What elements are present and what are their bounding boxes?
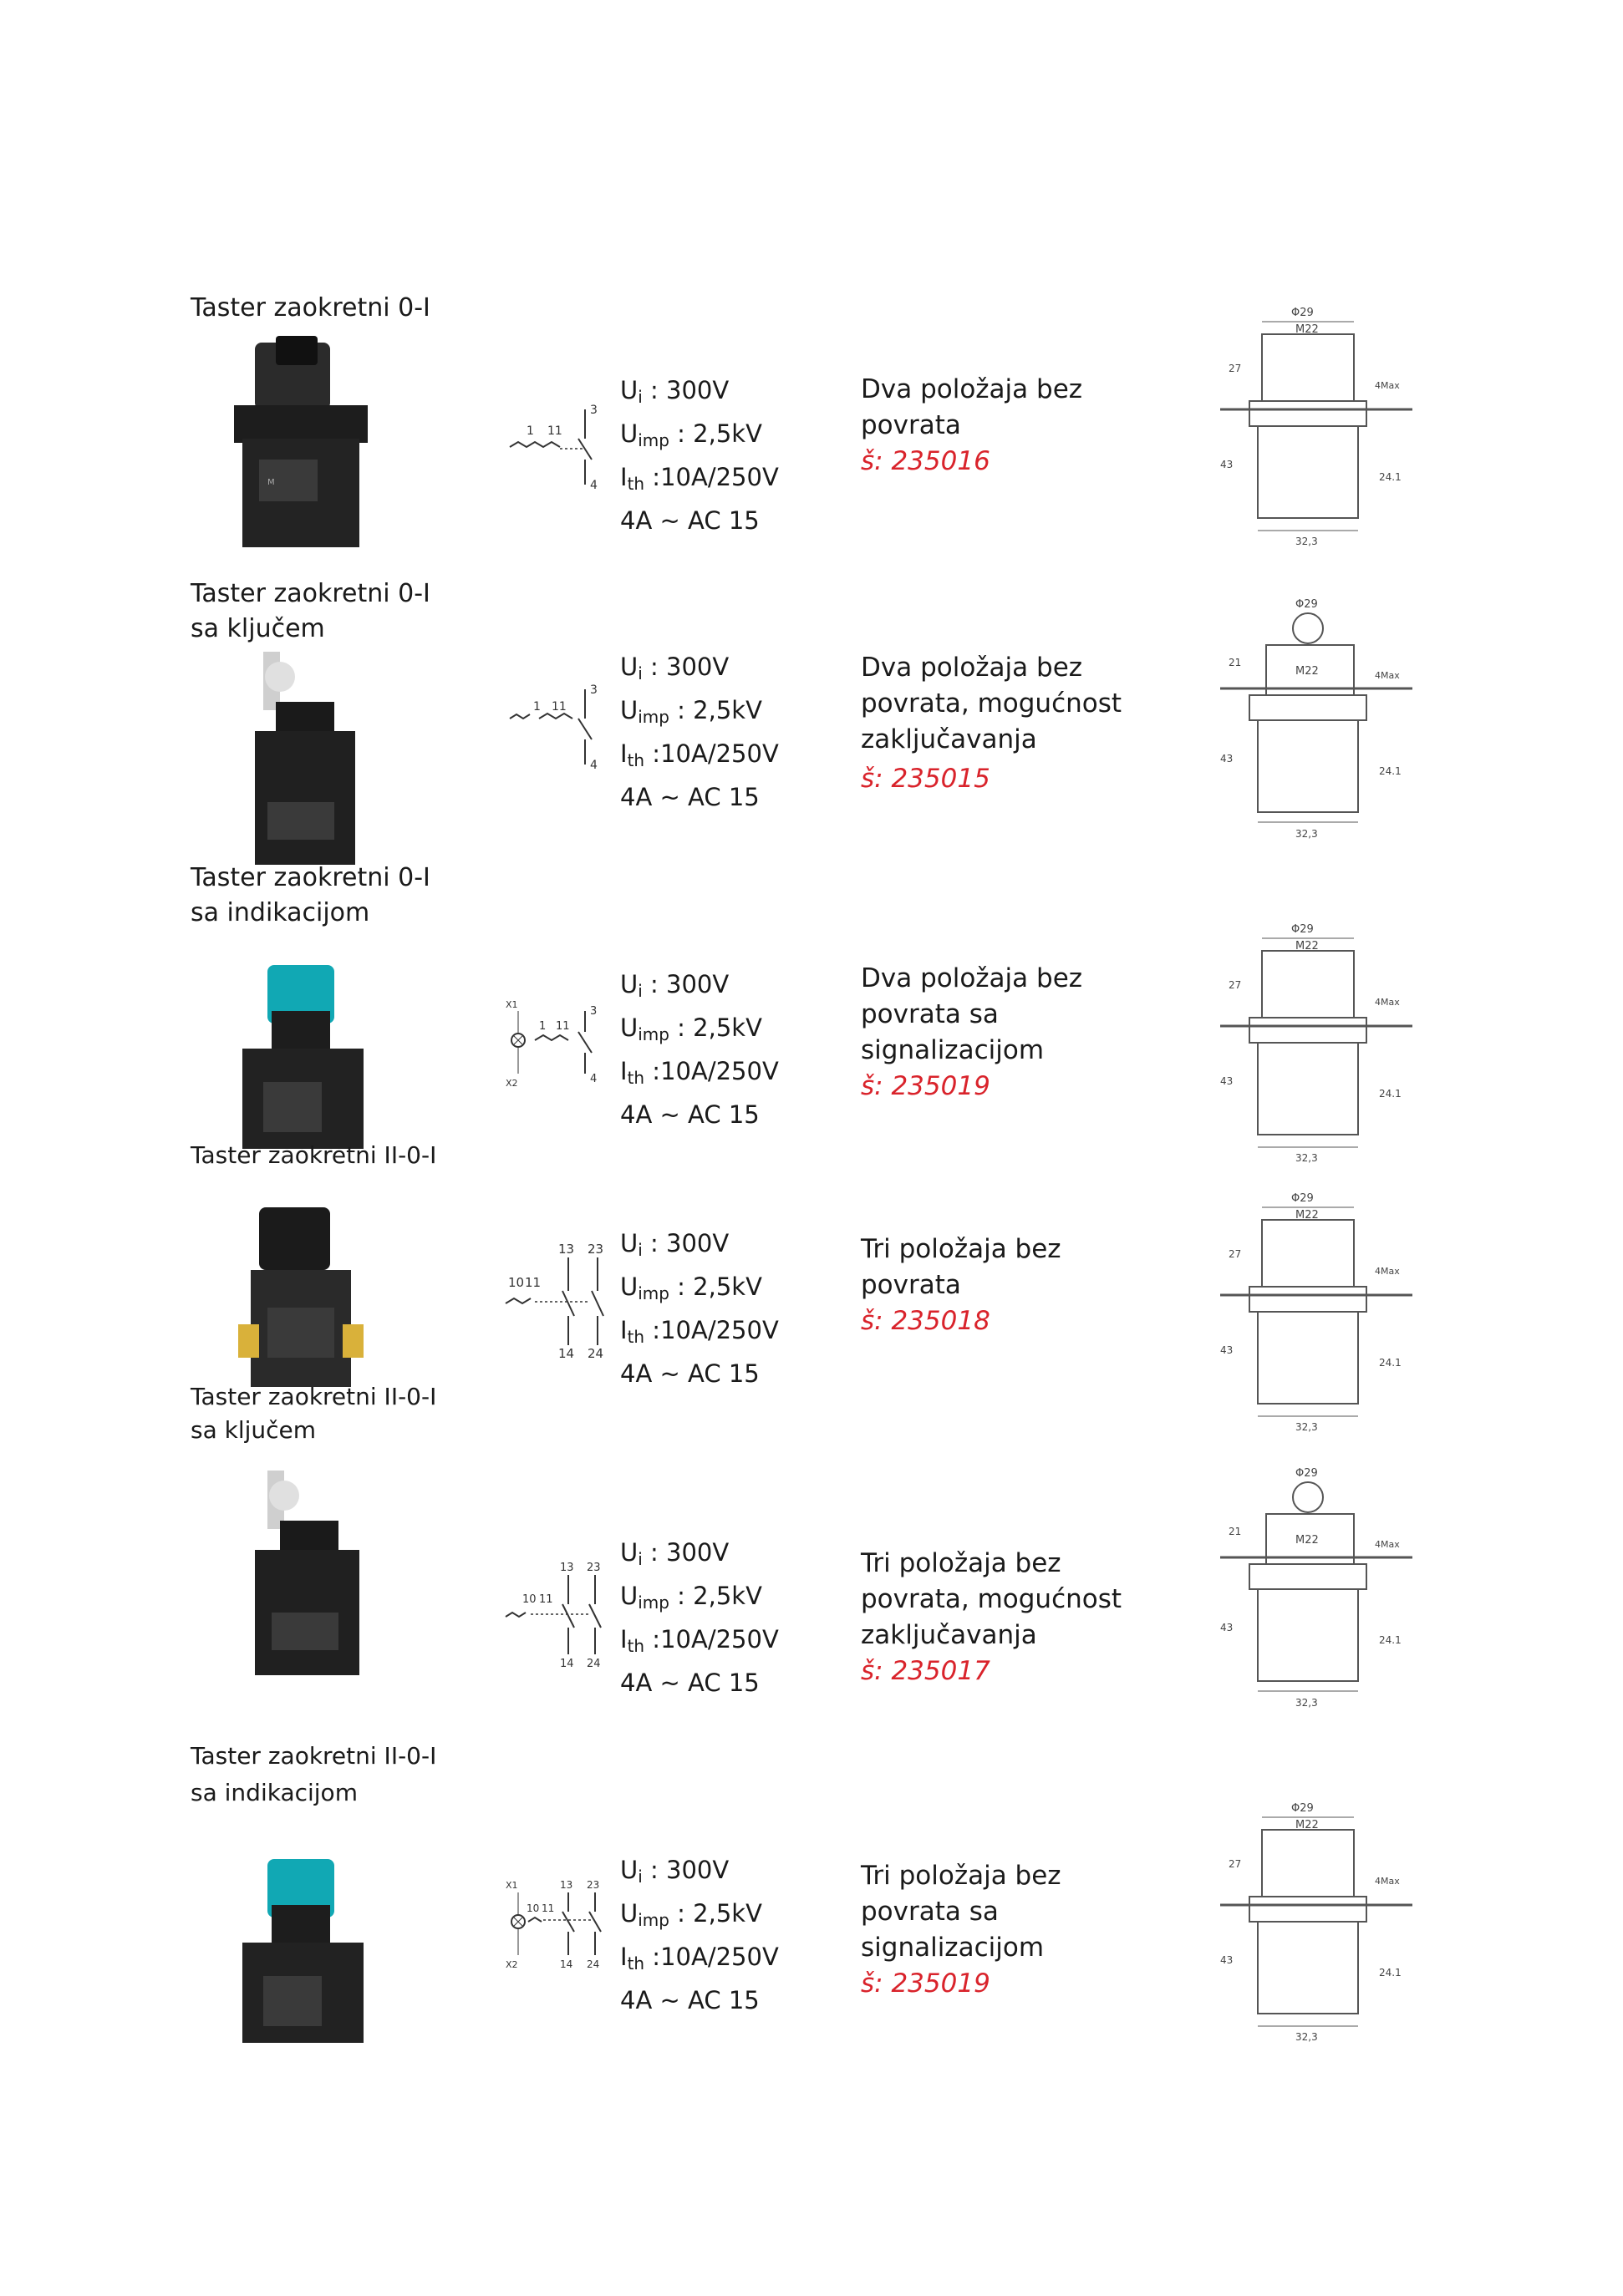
svg-text:M22: M22 xyxy=(1295,665,1319,678)
product-title: Taster zaokretni II-0-I sa ključem xyxy=(191,1383,437,1444)
schematic-label: 4 xyxy=(590,759,598,772)
svg-text:32,3: 32,3 xyxy=(1295,828,1318,840)
contact-schematic xyxy=(501,1237,618,1362)
spec-ac: 4A ~ AC 15 xyxy=(620,1359,760,1388)
contact-schematic xyxy=(501,1554,618,1679)
schematic-label: 10 xyxy=(527,1902,540,1914)
spec-list xyxy=(620,1534,779,1701)
spec-ith: $I_{th}$ :10A/250V xyxy=(620,1943,779,1973)
spec-ui: $U_i$ : 300V xyxy=(620,1538,730,1569)
schematic-label: 13 xyxy=(558,1242,575,1257)
svg-text:Φ29: Φ29 xyxy=(1295,598,1318,611)
spec-ui: $U_i$ : 300V xyxy=(620,376,730,407)
svg-text:32,3: 32,3 xyxy=(1295,2031,1318,2043)
svg-text:24.1: 24.1 xyxy=(1379,1967,1402,1979)
schematic-label: 11 xyxy=(525,1275,542,1290)
product-title: Taster zaokretni II-0-I sa indikacijom xyxy=(191,1742,437,1806)
product-code: š: 235017 xyxy=(861,1656,990,1686)
spec-ac: 4A ~ AC 15 xyxy=(620,1986,760,2014)
schematic-label: 11 xyxy=(556,1020,570,1033)
product-title: Taster zaokretni 0-I sa ključem xyxy=(191,579,430,643)
spec-uimp: $U_{imp}$ : 2,5kV xyxy=(620,419,762,450)
schematic-label: 14 xyxy=(558,1346,575,1361)
schematic-label: X2 xyxy=(506,1959,518,1970)
contact-schematic xyxy=(501,1872,618,1997)
product-code: š: 235018 xyxy=(861,1306,990,1336)
schematic-label: X2 xyxy=(506,1078,518,1089)
svg-text:M22: M22 xyxy=(1295,1819,1319,1831)
spec-list xyxy=(620,1852,779,2019)
spec-ui: $U_i$ : 300V xyxy=(620,970,730,1001)
schematic-label: 1 xyxy=(539,1020,547,1033)
product-code: š: 235019 xyxy=(861,1071,990,1101)
svg-text:32,3: 32,3 xyxy=(1295,1421,1318,1433)
product-title: Taster zaokretni 0-I sa indikacijom xyxy=(191,863,430,927)
svg-text:43: 43 xyxy=(1220,1954,1234,1966)
svg-text:M22: M22 xyxy=(1295,1209,1319,1222)
schematic-label: 3 xyxy=(590,404,598,417)
spec-uimp: $U_{imp}$ : 2,5kV xyxy=(620,1272,762,1303)
svg-text:32,3: 32,3 xyxy=(1295,1697,1318,1709)
spec-uimp: $U_{imp}$ : 2,5kV xyxy=(620,1013,762,1044)
product-description: Dva položaja bez povrata š: 235016 xyxy=(861,372,1162,480)
product-photo xyxy=(217,1838,384,2055)
svg-text:Φ29: Φ29 xyxy=(1291,307,1314,319)
product-photo xyxy=(217,944,384,1161)
schematic-label: 4 xyxy=(590,1073,598,1085)
schematic-label: 10 xyxy=(508,1275,525,1290)
schematic-label: 11 xyxy=(552,700,567,714)
spec-ui: $U_i$ : 300V xyxy=(620,1229,730,1260)
dimension-drawing xyxy=(1187,595,1446,846)
contact-schematic xyxy=(501,668,618,794)
contact-schematic xyxy=(501,994,618,1120)
dimension-drawing xyxy=(1187,917,1446,1168)
svg-text:21: 21 xyxy=(1229,1526,1242,1537)
svg-text:27: 27 xyxy=(1229,363,1242,374)
spec-uimp: $U_{imp}$ : 2,5kV xyxy=(620,696,762,727)
dimension-drawing xyxy=(1187,1186,1446,1437)
product-code: š: 235019 xyxy=(861,1968,990,1999)
svg-text:32,3: 32,3 xyxy=(1295,536,1318,547)
spec-uimp: $U_{imp}$ : 2,5kV xyxy=(620,1899,762,1930)
spec-ith: $I_{th}$ :10A/250V xyxy=(620,1057,779,1088)
schematic-label: 23 xyxy=(588,1242,604,1257)
schematic-label: 14 xyxy=(560,1958,573,1970)
svg-text:Φ29: Φ29 xyxy=(1291,923,1314,936)
svg-text:43: 43 xyxy=(1220,753,1234,764)
spec-list xyxy=(620,966,779,1133)
schematic-label: 23 xyxy=(587,1879,600,1891)
schematic-label: 11 xyxy=(542,1902,555,1914)
spec-list xyxy=(620,648,779,815)
spec-uimp: $U_{imp}$ : 2,5kV xyxy=(620,1582,762,1613)
product-photo xyxy=(217,1471,384,1688)
schematic-label: 4 xyxy=(590,479,598,492)
schematic-label: 10 xyxy=(522,1593,537,1606)
svg-text:4Max: 4Max xyxy=(1375,1266,1400,1277)
svg-text:Φ29: Φ29 xyxy=(1291,1192,1314,1205)
schematic-label: 24 xyxy=(587,1658,601,1670)
spec-ith: $I_{th}$ :10A/250V xyxy=(620,1316,779,1347)
product-photo xyxy=(217,334,384,551)
schematic-label: 14 xyxy=(560,1658,574,1670)
svg-text:43: 43 xyxy=(1220,1622,1234,1633)
spec-ac: 4A ~ AC 15 xyxy=(620,506,760,535)
svg-text:M: M xyxy=(267,478,275,487)
schematic-label: 24 xyxy=(587,1958,600,1970)
spec-list xyxy=(620,1225,779,1392)
svg-text:4Max: 4Max xyxy=(1375,1876,1400,1887)
svg-text:4Max: 4Max xyxy=(1375,380,1400,391)
svg-text:M22: M22 xyxy=(1295,323,1319,336)
product-photo xyxy=(217,1186,384,1404)
product-description: Dva položaja bez povrata, mogućnost zaključavanja š: 235015 xyxy=(861,650,1162,797)
spec-ac: 4A ~ AC 15 xyxy=(620,1669,760,1697)
svg-text:4Max: 4Max xyxy=(1375,670,1400,681)
svg-text:M22: M22 xyxy=(1295,940,1319,952)
schematic-label: 11 xyxy=(539,1593,553,1606)
svg-text:27: 27 xyxy=(1229,979,1242,991)
svg-text:Φ29: Φ29 xyxy=(1295,1467,1318,1480)
spec-ac: 4A ~ AC 15 xyxy=(620,1100,760,1129)
spec-list xyxy=(620,372,779,539)
schematic-label: 11 xyxy=(547,424,562,438)
svg-text:24.1: 24.1 xyxy=(1379,1634,1402,1646)
schematic-label: 1 xyxy=(533,700,541,714)
svg-text:24.1: 24.1 xyxy=(1379,1088,1402,1100)
spec-ac: 4A ~ AC 15 xyxy=(620,783,760,811)
svg-text:32,3: 32,3 xyxy=(1295,1152,1318,1164)
spec-ui: $U_i$ : 300V xyxy=(620,1856,730,1887)
spec-ith: $I_{th}$ :10A/250V xyxy=(620,463,779,494)
svg-text:4Max: 4Max xyxy=(1375,997,1400,1008)
product-title: Taster zaokretni II-0-I xyxy=(191,1141,437,1169)
svg-text:Φ29: Φ29 xyxy=(1291,1802,1314,1815)
svg-text:43: 43 xyxy=(1220,1344,1234,1356)
svg-text:21: 21 xyxy=(1229,657,1242,668)
svg-text:24.1: 24.1 xyxy=(1379,1357,1402,1369)
schematic-label: 13 xyxy=(560,1879,573,1891)
schematic-label: 13 xyxy=(560,1562,574,1574)
svg-text:24.1: 24.1 xyxy=(1379,471,1402,483)
svg-text:M22: M22 xyxy=(1295,1534,1319,1547)
product-description: Dva položaja bez povrata sa signalizacijom š: 235019 xyxy=(861,961,1162,1105)
svg-text:24.1: 24.1 xyxy=(1379,765,1402,777)
svg-text:43: 43 xyxy=(1220,1075,1234,1087)
dimension-drawing xyxy=(1187,301,1446,551)
product-code: š: 235015 xyxy=(861,764,990,794)
svg-text:27: 27 xyxy=(1229,1248,1242,1260)
product-title: Taster zaokretni 0-I xyxy=(191,293,430,323)
schematic-label: 3 xyxy=(590,1005,598,1018)
dimension-drawing xyxy=(1187,1464,1446,1714)
schematic-label: X1 xyxy=(506,1880,518,1891)
schematic-label: 1 xyxy=(527,424,534,438)
spec-ith: $I_{th}$ :10A/250V xyxy=(620,1625,779,1656)
contact-schematic xyxy=(501,389,618,514)
svg-text:43: 43 xyxy=(1220,459,1234,470)
spec-ui: $U_i$ : 300V xyxy=(620,653,730,683)
product-description: Tri položaja bez povrata sa signalizacijom š: 235019 xyxy=(861,1858,1162,2002)
product-photo xyxy=(217,652,384,869)
product-code: š: 235016 xyxy=(861,446,990,476)
schematic-label: 3 xyxy=(590,683,598,697)
spec-ith: $I_{th}$ :10A/250V xyxy=(620,739,779,770)
svg-text:27: 27 xyxy=(1229,1858,1242,1870)
product-description: Tri položaja bez povrata, mogućnost zaključavanja š: 235017 xyxy=(861,1546,1162,1689)
schematic-label: 24 xyxy=(588,1346,604,1361)
svg-text:4Max: 4Max xyxy=(1375,1539,1400,1550)
product-description: Tri položaja bez povrata š: 235018 xyxy=(861,1232,1162,1339)
schematic-label: X1 xyxy=(506,999,518,1010)
schematic-label: 23 xyxy=(587,1562,601,1574)
dimension-drawing xyxy=(1187,1796,1446,2047)
